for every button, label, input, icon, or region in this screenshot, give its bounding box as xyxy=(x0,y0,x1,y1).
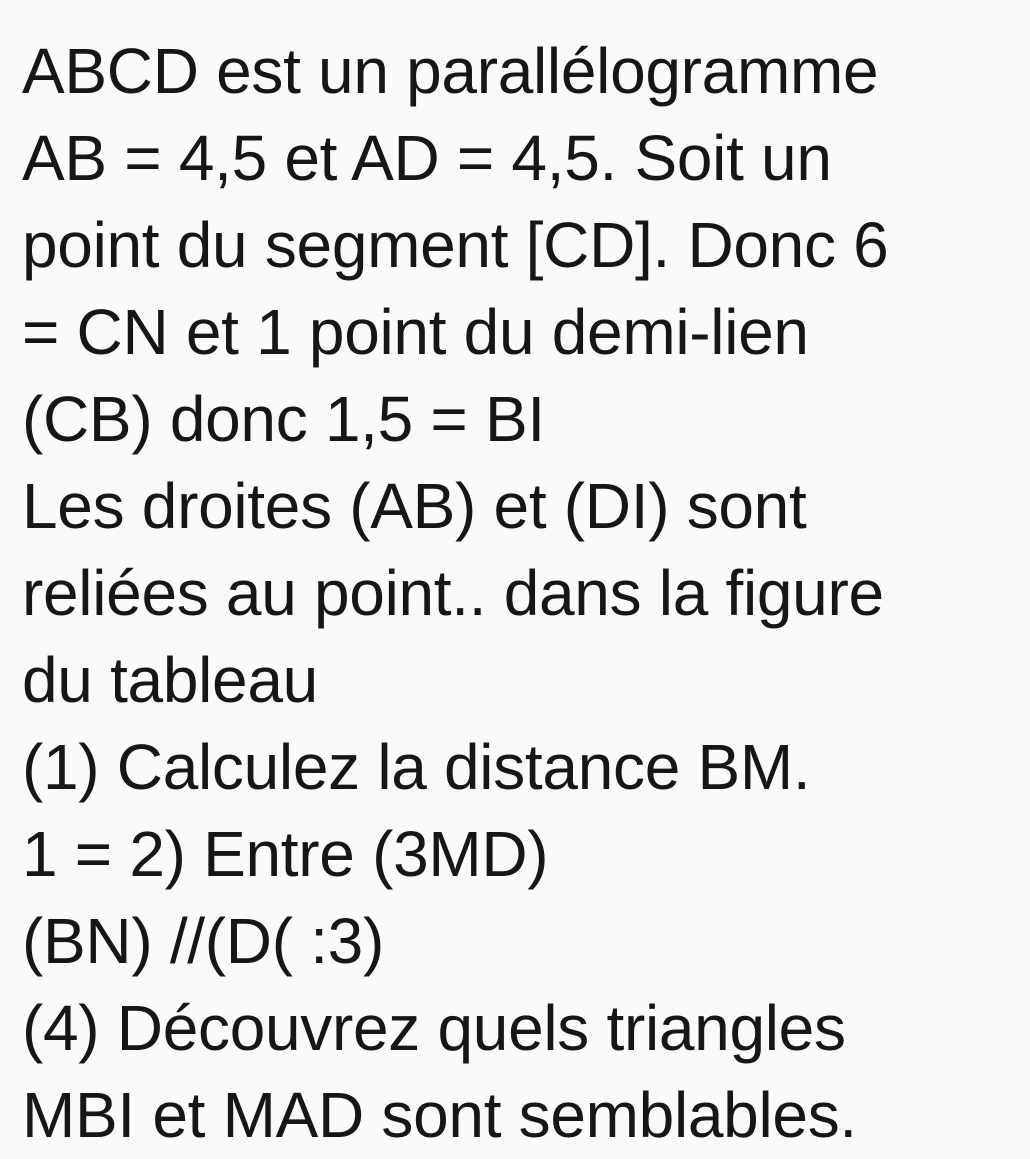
text-line-2: AB = 4,5 et AD = 4,5. Soit un xyxy=(22,122,832,194)
question-4-line-cont: MBI et MAD sont semblables. xyxy=(22,1079,857,1151)
text-line-5: (CB) donc 1,5 = BI xyxy=(22,383,545,455)
text-line-3: point du segment [CD]. Donc 6 xyxy=(22,209,889,281)
text-line-1: ABCD est un parallélogramme xyxy=(22,35,879,107)
text-line-6: Les droites (AB) et (DI) sont xyxy=(22,470,807,542)
question-2-line: 1 = 2) Entre (3MD) xyxy=(22,818,549,890)
question-3-line: (BN) //(D( :3) xyxy=(22,905,384,977)
question-1-line: (1) Calculez la distance BM. xyxy=(22,731,811,803)
text-line-8: du tableau xyxy=(22,644,318,716)
question-4-line: (4) Découvrez quels triangles xyxy=(22,992,846,1064)
text-line-4: = CN et 1 point du demi-lien xyxy=(22,296,809,368)
text-line-7: reliées au point.. dans la figure xyxy=(22,557,884,629)
